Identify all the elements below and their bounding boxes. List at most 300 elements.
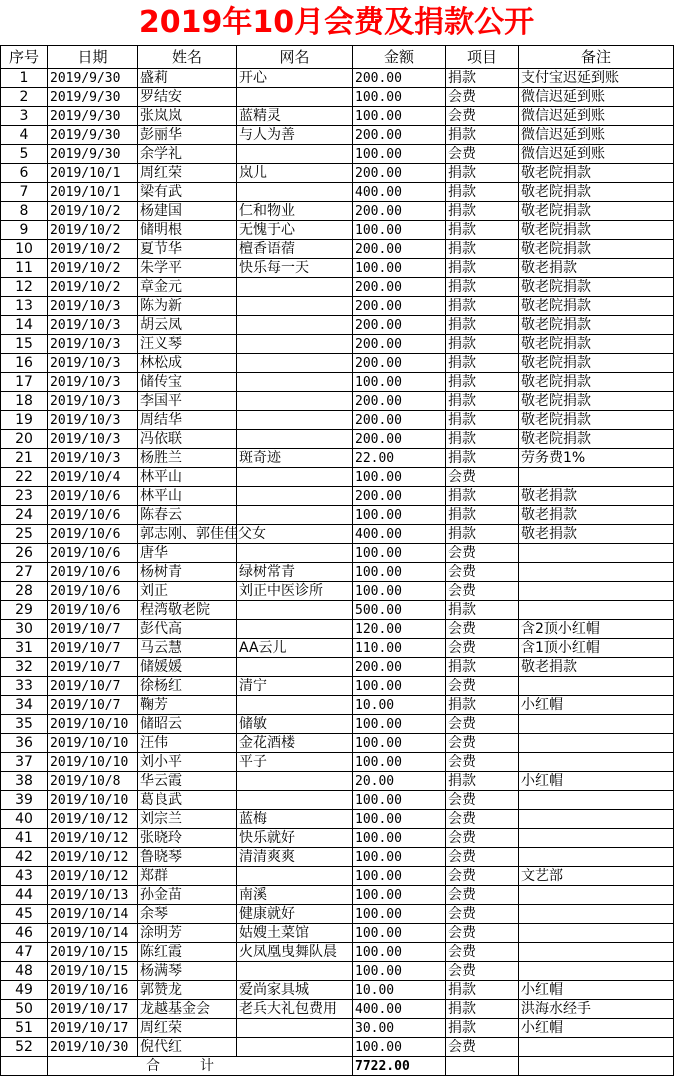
row-nickname: 蓝梅 <box>237 810 353 829</box>
row-amount: 100.00 <box>353 563 446 582</box>
row-amount: 110.00 <box>353 639 446 658</box>
row-nickname: 老兵大礼包费用 <box>237 1000 353 1019</box>
row-name: 陈红霞 <box>138 943 237 962</box>
page-title: 2019年10月会费及捐款公开 <box>138 5 535 40</box>
row-nickname: 平子 <box>237 753 353 772</box>
row-note <box>519 677 674 696</box>
row-date: 2019/10/3 <box>48 316 138 335</box>
table-row <box>1 734 674 753</box>
row-name: 张岚岚 <box>138 107 237 126</box>
total-amount: 7722.00 <box>353 1057 446 1076</box>
row-note: 劳务费1% <box>519 449 674 468</box>
table-row <box>1 202 674 221</box>
table-row <box>1 145 674 164</box>
row-amount: 100.00 <box>353 373 446 392</box>
row-nickname <box>237 772 353 791</box>
table-row <box>1 981 674 1000</box>
row-date: 2019/9/30 <box>48 126 138 145</box>
row-type: 会费 <box>446 905 519 924</box>
row-name: 杨满琴 <box>138 962 237 981</box>
row-type: 会费 <box>446 639 519 658</box>
row-name: 彭丽华 <box>138 126 237 145</box>
row-date: 2019/10/6 <box>48 506 138 525</box>
row-date: 2019/10/3 <box>48 449 138 468</box>
row-type: 会费 <box>446 544 519 563</box>
row-amount: 22.00 <box>353 449 446 468</box>
row-amount: 100.00 <box>353 677 446 696</box>
row-date: 2019/10/10 <box>48 753 138 772</box>
row-name: 罗结安 <box>138 88 237 107</box>
row-index: 42 <box>1 848 48 867</box>
row-type: 会费 <box>446 468 519 487</box>
row-index: 40 <box>1 810 48 829</box>
row-amount: 20.00 <box>353 772 446 791</box>
row-date: 2019/10/17 <box>48 1019 138 1038</box>
row-name: 余琴 <box>138 905 237 924</box>
row-date: 2019/10/16 <box>48 981 138 1000</box>
row-name: 冯依联 <box>138 430 237 449</box>
table-row <box>1 468 674 487</box>
row-name: 程湾敬老院 <box>138 601 237 620</box>
row-amount: 100.00 <box>353 259 446 278</box>
row-amount: 200.00 <box>353 69 446 88</box>
row-amount: 100.00 <box>353 829 446 848</box>
row-nickname: 岚儿 <box>237 164 353 183</box>
row-note: 微信迟延到账 <box>519 145 674 164</box>
row-date: 2019/10/2 <box>48 202 138 221</box>
row-date: 2019/10/13 <box>48 886 138 905</box>
row-nickname <box>237 696 353 715</box>
table-row <box>1 772 674 791</box>
row-nickname <box>237 544 353 563</box>
row-index: 31 <box>1 639 48 658</box>
row-note: 敬老捐款 <box>519 259 674 278</box>
row-date: 2019/10/12 <box>48 810 138 829</box>
row-amount: 100.00 <box>353 791 446 810</box>
row-nickname <box>237 487 353 506</box>
row-note: 敬老院捐款 <box>519 240 674 259</box>
row-nickname <box>237 316 353 335</box>
row-amount: 200.00 <box>353 126 446 145</box>
table-row <box>1 259 674 278</box>
table-row <box>1 221 674 240</box>
table-row <box>1 487 674 506</box>
table-row <box>1 810 674 829</box>
row-note: 敬老院捐款 <box>519 183 674 202</box>
row-note: 敬老院捐款 <box>519 316 674 335</box>
row-name: 陈为新 <box>138 297 237 316</box>
table-row <box>1 962 674 981</box>
row-nickname <box>237 278 353 297</box>
row-type: 会费 <box>446 886 519 905</box>
table-row <box>1 1038 674 1057</box>
row-name: 葛良武 <box>138 791 237 810</box>
row-type: 会费 <box>446 107 519 126</box>
col-header-name: 姓名 <box>138 46 237 69</box>
table-row <box>1 164 674 183</box>
row-index: 3 <box>1 107 48 126</box>
row-date: 2019/10/15 <box>48 943 138 962</box>
row-date: 2019/10/3 <box>48 430 138 449</box>
table-row <box>1 1000 674 1019</box>
row-amount: 100.00 <box>353 221 446 240</box>
row-index: 36 <box>1 734 48 753</box>
row-type: 捐款 <box>446 658 519 677</box>
row-type: 捐款 <box>446 525 519 544</box>
row-date: 2019/9/30 <box>48 107 138 126</box>
row-amount: 10.00 <box>353 696 446 715</box>
row-amount: 100.00 <box>353 468 446 487</box>
row-nickname: 南溪 <box>237 886 353 905</box>
row-note: 敬老捐款 <box>519 525 674 544</box>
table-row <box>1 506 674 525</box>
table-row <box>1 601 674 620</box>
row-amount: 100.00 <box>353 715 446 734</box>
row-index: 13 <box>1 297 48 316</box>
row-date: 2019/10/6 <box>48 544 138 563</box>
row-index: 9 <box>1 221 48 240</box>
row-date: 2019/9/30 <box>48 88 138 107</box>
row-name: 龙越基金会 <box>138 1000 237 1019</box>
row-type: 捐款 <box>446 316 519 335</box>
row-type: 会费 <box>446 734 519 753</box>
row-index: 5 <box>1 145 48 164</box>
table-row <box>1 278 674 297</box>
row-nickname <box>237 145 353 164</box>
row-amount: 100.00 <box>353 943 446 962</box>
row-index: 43 <box>1 867 48 886</box>
row-amount: 100.00 <box>353 848 446 867</box>
total-row <box>1 1057 674 1076</box>
row-amount: 100.00 <box>353 145 446 164</box>
row-name: 周红荣 <box>138 1019 237 1038</box>
row-amount: 200.00 <box>353 430 446 449</box>
row-index: 38 <box>1 772 48 791</box>
row-index: 12 <box>1 278 48 297</box>
row-type: 会费 <box>446 791 519 810</box>
row-date: 2019/10/3 <box>48 297 138 316</box>
row-note: 敬老捐款 <box>519 506 674 525</box>
row-type: 捐款 <box>446 259 519 278</box>
row-date: 2019/10/6 <box>48 582 138 601</box>
row-name: 杨胜兰 <box>138 449 237 468</box>
row-nickname: 火凤凰曳舞队晨 <box>237 943 353 962</box>
row-date: 2019/10/10 <box>48 734 138 753</box>
row-amount: 200.00 <box>353 658 446 677</box>
table-row <box>1 829 674 848</box>
row-date: 2019/10/14 <box>48 905 138 924</box>
row-index: 37 <box>1 753 48 772</box>
total-label: 合计 <box>48 1057 353 1076</box>
row-name: 刘宗兰 <box>138 810 237 829</box>
row-name: 彭代高 <box>138 620 237 639</box>
row-type: 捐款 <box>446 69 519 88</box>
row-note: 敬老捐款 <box>519 487 674 506</box>
row-index: 30 <box>1 620 48 639</box>
row-index: 39 <box>1 791 48 810</box>
row-note <box>519 905 674 924</box>
row-index: 32 <box>1 658 48 677</box>
row-index: 24 <box>1 506 48 525</box>
row-note: 小红帽 <box>519 772 674 791</box>
col-header-index: 序号 <box>1 46 48 69</box>
table-row <box>1 544 674 563</box>
row-type: 捐款 <box>446 297 519 316</box>
table-row <box>1 905 674 924</box>
table-row <box>1 69 674 88</box>
row-date: 2019/10/3 <box>48 411 138 430</box>
table-row <box>1 867 674 886</box>
row-name: 盛莉 <box>138 69 237 88</box>
row-date: 2019/10/2 <box>48 259 138 278</box>
row-index: 50 <box>1 1000 48 1019</box>
row-date: 2019/10/6 <box>48 487 138 506</box>
row-name: 郭赞龙 <box>138 981 237 1000</box>
row-index: 15 <box>1 335 48 354</box>
row-type: 捐款 <box>446 411 519 430</box>
row-index: 29 <box>1 601 48 620</box>
row-index: 17 <box>1 373 48 392</box>
row-nickname <box>237 962 353 981</box>
row-amount: 10.00 <box>353 981 446 1000</box>
row-amount: 100.00 <box>353 734 446 753</box>
row-type: 捐款 <box>446 335 519 354</box>
row-type: 捐款 <box>446 487 519 506</box>
row-type: 捐款 <box>446 373 519 392</box>
row-name: 林平山 <box>138 468 237 487</box>
row-amount: 100.00 <box>353 88 446 107</box>
row-type: 会费 <box>446 715 519 734</box>
col-header-nickname: 网名 <box>237 46 353 69</box>
row-date: 2019/10/7 <box>48 639 138 658</box>
row-type: 捐款 <box>446 449 519 468</box>
row-note: 敬老院捐款 <box>519 335 674 354</box>
row-amount: 100.00 <box>353 582 446 601</box>
row-date: 2019/9/30 <box>48 145 138 164</box>
row-date: 2019/10/10 <box>48 791 138 810</box>
row-nickname <box>237 601 353 620</box>
row-type: 捐款 <box>446 1000 519 1019</box>
row-nickname: 绿树常青 <box>237 563 353 582</box>
row-date: 2019/10/3 <box>48 373 138 392</box>
row-name: 唐华 <box>138 544 237 563</box>
row-note: 敬老院捐款 <box>519 392 674 411</box>
row-note: 小红帽 <box>519 696 674 715</box>
row-note <box>519 943 674 962</box>
row-nickname <box>237 392 353 411</box>
table-row <box>1 791 674 810</box>
row-amount: 100.00 <box>353 867 446 886</box>
row-name: 杨建国 <box>138 202 237 221</box>
row-nickname <box>237 430 353 449</box>
row-name: 鞠芳 <box>138 696 237 715</box>
row-nickname: 开心 <box>237 69 353 88</box>
row-name: 余学礼 <box>138 145 237 164</box>
row-index: 23 <box>1 487 48 506</box>
row-index: 1 <box>1 69 48 88</box>
table-row <box>1 88 674 107</box>
row-note: 敬老院捐款 <box>519 202 674 221</box>
row-nickname <box>237 1019 353 1038</box>
row-note <box>519 715 674 734</box>
row-nickname: 与人为善 <box>237 126 353 145</box>
row-index: 10 <box>1 240 48 259</box>
row-nickname <box>237 867 353 886</box>
row-index: 26 <box>1 544 48 563</box>
row-name: 张晓玲 <box>138 829 237 848</box>
row-index: 7 <box>1 183 48 202</box>
row-amount: 100.00 <box>353 886 446 905</box>
row-amount: 200.00 <box>353 164 446 183</box>
row-nickname <box>237 335 353 354</box>
row-note: 小红帽 <box>519 981 674 1000</box>
row-type: 会费 <box>446 88 519 107</box>
row-type: 会费 <box>446 145 519 164</box>
row-note: 敬老院捐款 <box>519 373 674 392</box>
row-name: 鲁晓琴 <box>138 848 237 867</box>
row-index: 44 <box>1 886 48 905</box>
row-name: 储媛媛 <box>138 658 237 677</box>
row-nickname <box>237 297 353 316</box>
table-row <box>1 335 674 354</box>
row-index: 52 <box>1 1038 48 1057</box>
row-name: 杨树青 <box>138 563 237 582</box>
row-amount: 400.00 <box>353 1000 446 1019</box>
row-nickname: 储敏 <box>237 715 353 734</box>
row-name: 林平山 <box>138 487 237 506</box>
row-nickname: 蓝精灵 <box>237 107 353 126</box>
table-row <box>1 696 674 715</box>
table-row <box>1 582 674 601</box>
row-type: 会费 <box>446 848 519 867</box>
row-name: 涂明芳 <box>138 924 237 943</box>
row-name: 倪代红 <box>138 1038 237 1057</box>
row-nickname <box>237 411 353 430</box>
row-nickname <box>237 183 353 202</box>
row-index: 51 <box>1 1019 48 1038</box>
row-nickname <box>237 88 353 107</box>
row-index: 20 <box>1 430 48 449</box>
row-name: 夏节华 <box>138 240 237 259</box>
row-nickname: 无愧于心 <box>237 221 353 240</box>
row-date: 2019/9/30 <box>48 69 138 88</box>
row-note: 微信迟延到账 <box>519 88 674 107</box>
row-name: 林松成 <box>138 354 237 373</box>
row-nickname: 金花酒楼 <box>237 734 353 753</box>
row-index: 4 <box>1 126 48 145</box>
row-amount: 200.00 <box>353 487 446 506</box>
row-note <box>519 829 674 848</box>
row-type: 捐款 <box>446 126 519 145</box>
table-row <box>1 620 674 639</box>
row-note: 洪海水经手 <box>519 1000 674 1019</box>
row-nickname: 健康就好 <box>237 905 353 924</box>
row-note: 微信迟延到账 <box>519 126 674 145</box>
row-nickname: 清宁 <box>237 677 353 696</box>
row-index: 41 <box>1 829 48 848</box>
table-row <box>1 411 674 430</box>
row-date: 2019/10/7 <box>48 658 138 677</box>
row-name: 刘小平 <box>138 753 237 772</box>
row-index: 49 <box>1 981 48 1000</box>
row-name: 汪伟 <box>138 734 237 753</box>
table-row <box>1 639 674 658</box>
row-name: 梁有武 <box>138 183 237 202</box>
row-name: 郭志刚、郭佳佳父女 <box>138 525 237 544</box>
table-row <box>1 316 674 335</box>
table-row <box>1 297 674 316</box>
row-note <box>519 544 674 563</box>
row-amount: 200.00 <box>353 316 446 335</box>
row-name: 徐杨红 <box>138 677 237 696</box>
row-index: 33 <box>1 677 48 696</box>
row-type: 会费 <box>446 943 519 962</box>
row-note: 敬老院捐款 <box>519 278 674 297</box>
row-amount: 100.00 <box>353 1038 446 1057</box>
table-row <box>1 924 674 943</box>
row-nickname: 快乐每一天 <box>237 259 353 278</box>
row-nickname: 快乐就好 <box>237 829 353 848</box>
row-note <box>519 962 674 981</box>
row-type: 会费 <box>446 829 519 848</box>
row-date: 2019/10/15 <box>48 962 138 981</box>
row-amount: 100.00 <box>353 107 446 126</box>
row-date: 2019/10/6 <box>48 525 138 544</box>
row-note: 小红帽 <box>519 1019 674 1038</box>
row-name: 储昭云 <box>138 715 237 734</box>
row-note: 敬老院捐款 <box>519 430 674 449</box>
row-nickname <box>237 506 353 525</box>
row-amount: 100.00 <box>353 753 446 772</box>
row-amount: 200.00 <box>353 411 446 430</box>
row-type: 会费 <box>446 924 519 943</box>
row-type: 会费 <box>446 620 519 639</box>
table-row <box>1 107 674 126</box>
row-date: 2019/10/30 <box>48 1038 138 1057</box>
row-index: 11 <box>1 259 48 278</box>
row-type: 捐款 <box>446 772 519 791</box>
row-nickname: 清清爽爽 <box>237 848 353 867</box>
col-header-date: 日期 <box>48 46 138 69</box>
row-type: 会费 <box>446 563 519 582</box>
row-type: 捐款 <box>446 506 519 525</box>
table-row <box>1 753 674 772</box>
row-amount: 400.00 <box>353 525 446 544</box>
row-nickname: 檀香语蓿 <box>237 240 353 259</box>
row-type: 捐款 <box>446 354 519 373</box>
row-note: 含2顶小红帽 <box>519 620 674 639</box>
row-index: 18 <box>1 392 48 411</box>
row-note <box>519 734 674 753</box>
row-date: 2019/10/7 <box>48 677 138 696</box>
row-name: 汪义琴 <box>138 335 237 354</box>
row-note <box>519 924 674 943</box>
row-nickname <box>237 620 353 639</box>
row-nickname <box>237 354 353 373</box>
row-type: 捐款 <box>446 164 519 183</box>
row-name: 储传宝 <box>138 373 237 392</box>
table-row <box>1 886 674 905</box>
table-row <box>1 183 674 202</box>
row-name: 刘正 <box>138 582 237 601</box>
row-date: 2019/10/3 <box>48 335 138 354</box>
row-date: 2019/10/2 <box>48 221 138 240</box>
row-nickname <box>237 468 353 487</box>
row-name: 华云霞 <box>138 772 237 791</box>
row-note <box>519 1038 674 1057</box>
row-nickname: AA云儿 <box>237 639 353 658</box>
row-date: 2019/10/1 <box>48 183 138 202</box>
